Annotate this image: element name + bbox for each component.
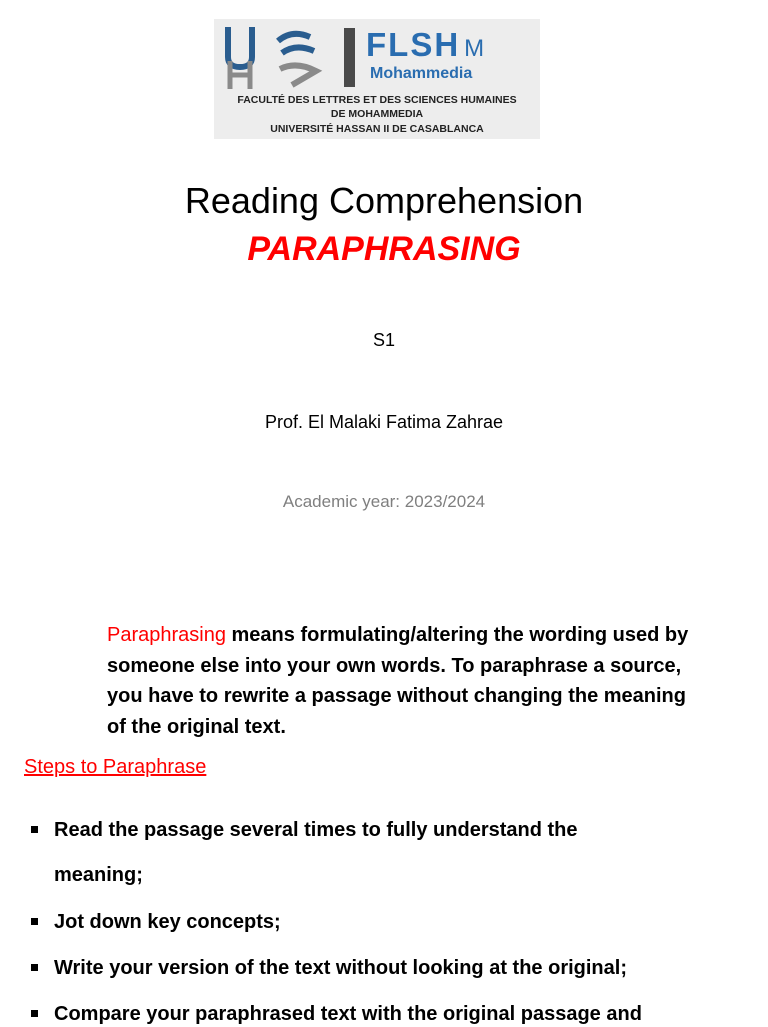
- list-item-continuation: meaning;: [54, 864, 143, 886]
- university-emblem-icon: [222, 23, 334, 93]
- steps-heading: Steps to Paraphrase: [24, 756, 207, 778]
- logo-faculty-line-2: DE MOHAMMEDIA: [330, 108, 424, 120]
- logo-city: Mohammedia: [370, 65, 473, 82]
- faculty-logo: [214, 19, 540, 139]
- page-subtitle: PARAPHRASING: [247, 230, 521, 268]
- semester-label: S1: [372, 330, 396, 350]
- professor-name: Prof. El Malaki Fatima Zahrae: [264, 412, 504, 432]
- definition-text: means formulating/altering the wording used by someone else into your own words. To paraphrase a source, you have to rewrite a passage without changing the meaning of the original text.: [107, 624, 689, 738]
- logo-university-line: UNIVERSITÉ HASSAN II DE CASABLANCA: [270, 123, 484, 135]
- logo-wordmark: FLSH M: [366, 26, 485, 63]
- bullet-icon: [31, 964, 38, 971]
- bullet-icon: [31, 1010, 38, 1017]
- logo-faculty-line: FACULTÉ DES LETTRES ET DES SCIENCES HUMAINES: [237, 94, 517, 106]
- definition-term: Paraphrasing: [107, 624, 226, 646]
- page-title: Reading Comprehension: [184, 180, 584, 221]
- bullet-icon: [31, 918, 38, 925]
- definition-paragraph: [107, 620, 707, 742]
- logo-divider: [344, 28, 355, 87]
- academic-year: Academic year: 2023/2024: [282, 492, 486, 511]
- bullet-icon: [31, 826, 38, 833]
